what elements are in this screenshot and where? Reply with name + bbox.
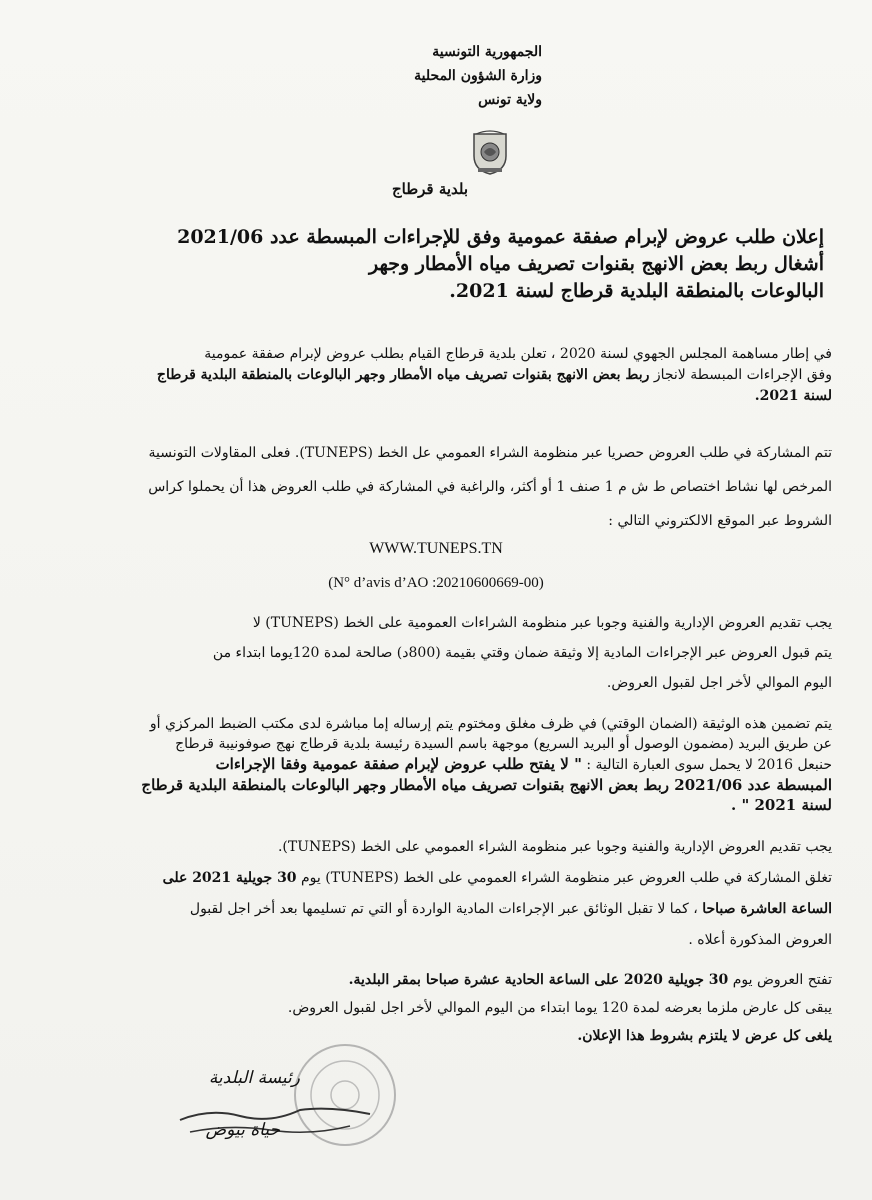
- bold-run: 30 جويلية 2020 على الساعة الحادية عشرة صباحا بمقر البلدية.: [348, 972, 729, 988]
- title-line: البالوعات بالمنطقة البلدية قرطاج لسنة 2021.: [449, 280, 824, 302]
- paragraph-line: [40, 365, 832, 386]
- paragraph-line: الشروط عبر الموقع الالكتروني التالي :: [608, 513, 832, 529]
- paragraph-line: يتم قبول العروض عبر الإجراءات المادية إلا وثيقة ضمان وقتي بقيمة (800د) صالحة لمدة 120يوما ابتداء من: [212, 645, 832, 661]
- opening-paragraph: [40, 966, 832, 1050]
- deadline-paragraph: [40, 832, 832, 956]
- text-run: حنبعل 2016 لا يحمل سوى العبارة التالية :: [581, 757, 832, 773]
- paragraph-line: لسنة 2021 " .: [731, 796, 832, 814]
- municipality-name: بلدية قرطاج: [391, 180, 469, 198]
- participation-paragraph: [40, 436, 832, 538]
- paragraph-line: يبقى كل عارض ملزما بعرضه لمدة 120 يوما ابتداء من اليوم الموالي لأخر اجل لقبول العروض.: [287, 1000, 832, 1016]
- paragraph-line: تتم المشاركة في طلب العروض حصريا عبر منظومة الشراء العمومي عل الخط (TUNEPS). فعلى المقاولات التونسية: [148, 445, 832, 461]
- paragraph-line: المبسطة عدد 2021/06 ربط بعض الانهج بقنوات تصريف مياه الأمطار وجهر البالوعات بالمنطقة البلدية قرطاج: [141, 776, 832, 794]
- title-line: إعلان طلب عروض لإبرام صفقة عمومية وفق للإجراءات المبسطة عدد 2021/06: [177, 226, 824, 248]
- paragraph-line: [40, 966, 832, 994]
- title-line: أشغال ربط بعض الانهج بقنوات تصريف مياه الأمطار وجهر: [368, 253, 824, 275]
- paragraph-line: اليوم الموالي لأخر اجل لقبول العروض.: [606, 675, 832, 691]
- text-run: تفتح العروض يوم: [728, 972, 832, 988]
- bold-run: " لا يفتح طلب عروض لإبرام صفقة عمومية وفقا الإجراءات: [215, 755, 582, 773]
- signatory-title: رئيسة البلدية: [208, 1068, 300, 1088]
- paragraph-line: يتم تضمين هذه الوثيقة (الضمان الوقتي) في ظرف مغلق ومختوم يتم إرساله إما مباشرة لدى مكتب الضبط المركزي أو: [149, 716, 832, 732]
- avis-number: (N° d’avis d’AO :20210600669-00): [328, 575, 544, 591]
- paragraph-line: المرخص لها نشاط اختصاص ط ش م 1 صنف 1 أو أكثر، والراغبة في المشاركة في طلب العروض هذا أن يحملوا كراس: [148, 479, 832, 495]
- paragraph-line: [40, 894, 832, 925]
- ministry-name: وزارة الشؤون المحلية: [414, 68, 542, 84]
- paragraph-line: [40, 754, 832, 775]
- paragraph-line: في إطار مساهمة المجلس الجهوي لسنة 2020 ، تعلن بلدية قرطاج القيام بطلب عروض لإبرام صفقة عمومية: [204, 346, 832, 362]
- paragraph-line: عن طريق البريد (مضمون الوصول أو البريد السريع) موجهة باسم السيدة رئيسة بلدية قرطاج نهج صوفونيبة قرطاج: [175, 736, 832, 752]
- signatory-name: حياة بيوض: [205, 1120, 280, 1140]
- text-run: ، كما لا تقبل الوثائق عبر الإجراءات المادية الواردة أو التي تم تسليمها بعد أخر اجل لقبول: [189, 901, 703, 917]
- announcement-title: [177, 224, 824, 305]
- paragraph-line: لسنة 2021.: [754, 388, 832, 404]
- guarantee-paragraph: [40, 714, 832, 815]
- intro-paragraph: [40, 344, 832, 407]
- bold-run: الساعة العاشرة صباحا: [702, 901, 832, 917]
- text-run: تغلق المشاركة في طلب العروض عبر منظومة الشراء العمومي على الخط (TUNEPS) يوم: [296, 870, 832, 886]
- paragraph-line: يجب تقديم العروض الإدارية والفنية وجوبا عبر منظومة الشراءات العمومية على الخط (TUNEPS) لا: [252, 615, 832, 631]
- bold-run: 30 جويلية 2021 على: [162, 870, 297, 886]
- tuneps-url: WWW.TUNEPS.TN: [369, 540, 503, 557]
- bold-run: ربط بعض الانهج بقنوات تصريف مياه الأمطار وجهر البالوعات بالمنطقة البلدية قرطاج: [156, 367, 650, 383]
- text-run: وفق الإجراءات المبسطة لانجاز: [649, 367, 832, 383]
- paragraph-line: يجب تقديم العروض الإدارية والفنية وجوبا عبر منظومة الشراء العمومي على الخط (TUNEPS).: [277, 839, 832, 855]
- governorate-name: ولاية تونس: [478, 92, 542, 108]
- carthage-coat-of-arms-icon: [470, 130, 510, 176]
- paragraph-line: العروض المذكورة أعلاه .: [688, 932, 832, 948]
- republic-name: الجمهورية التونسية: [432, 44, 542, 60]
- paragraph-line: يلغى كل عرض لا يلتزم بشروط هذا الإعلان.: [577, 1028, 832, 1044]
- letterhead: [382, 40, 542, 112]
- submission-paragraph: [40, 608, 832, 698]
- paragraph-line: [40, 863, 832, 894]
